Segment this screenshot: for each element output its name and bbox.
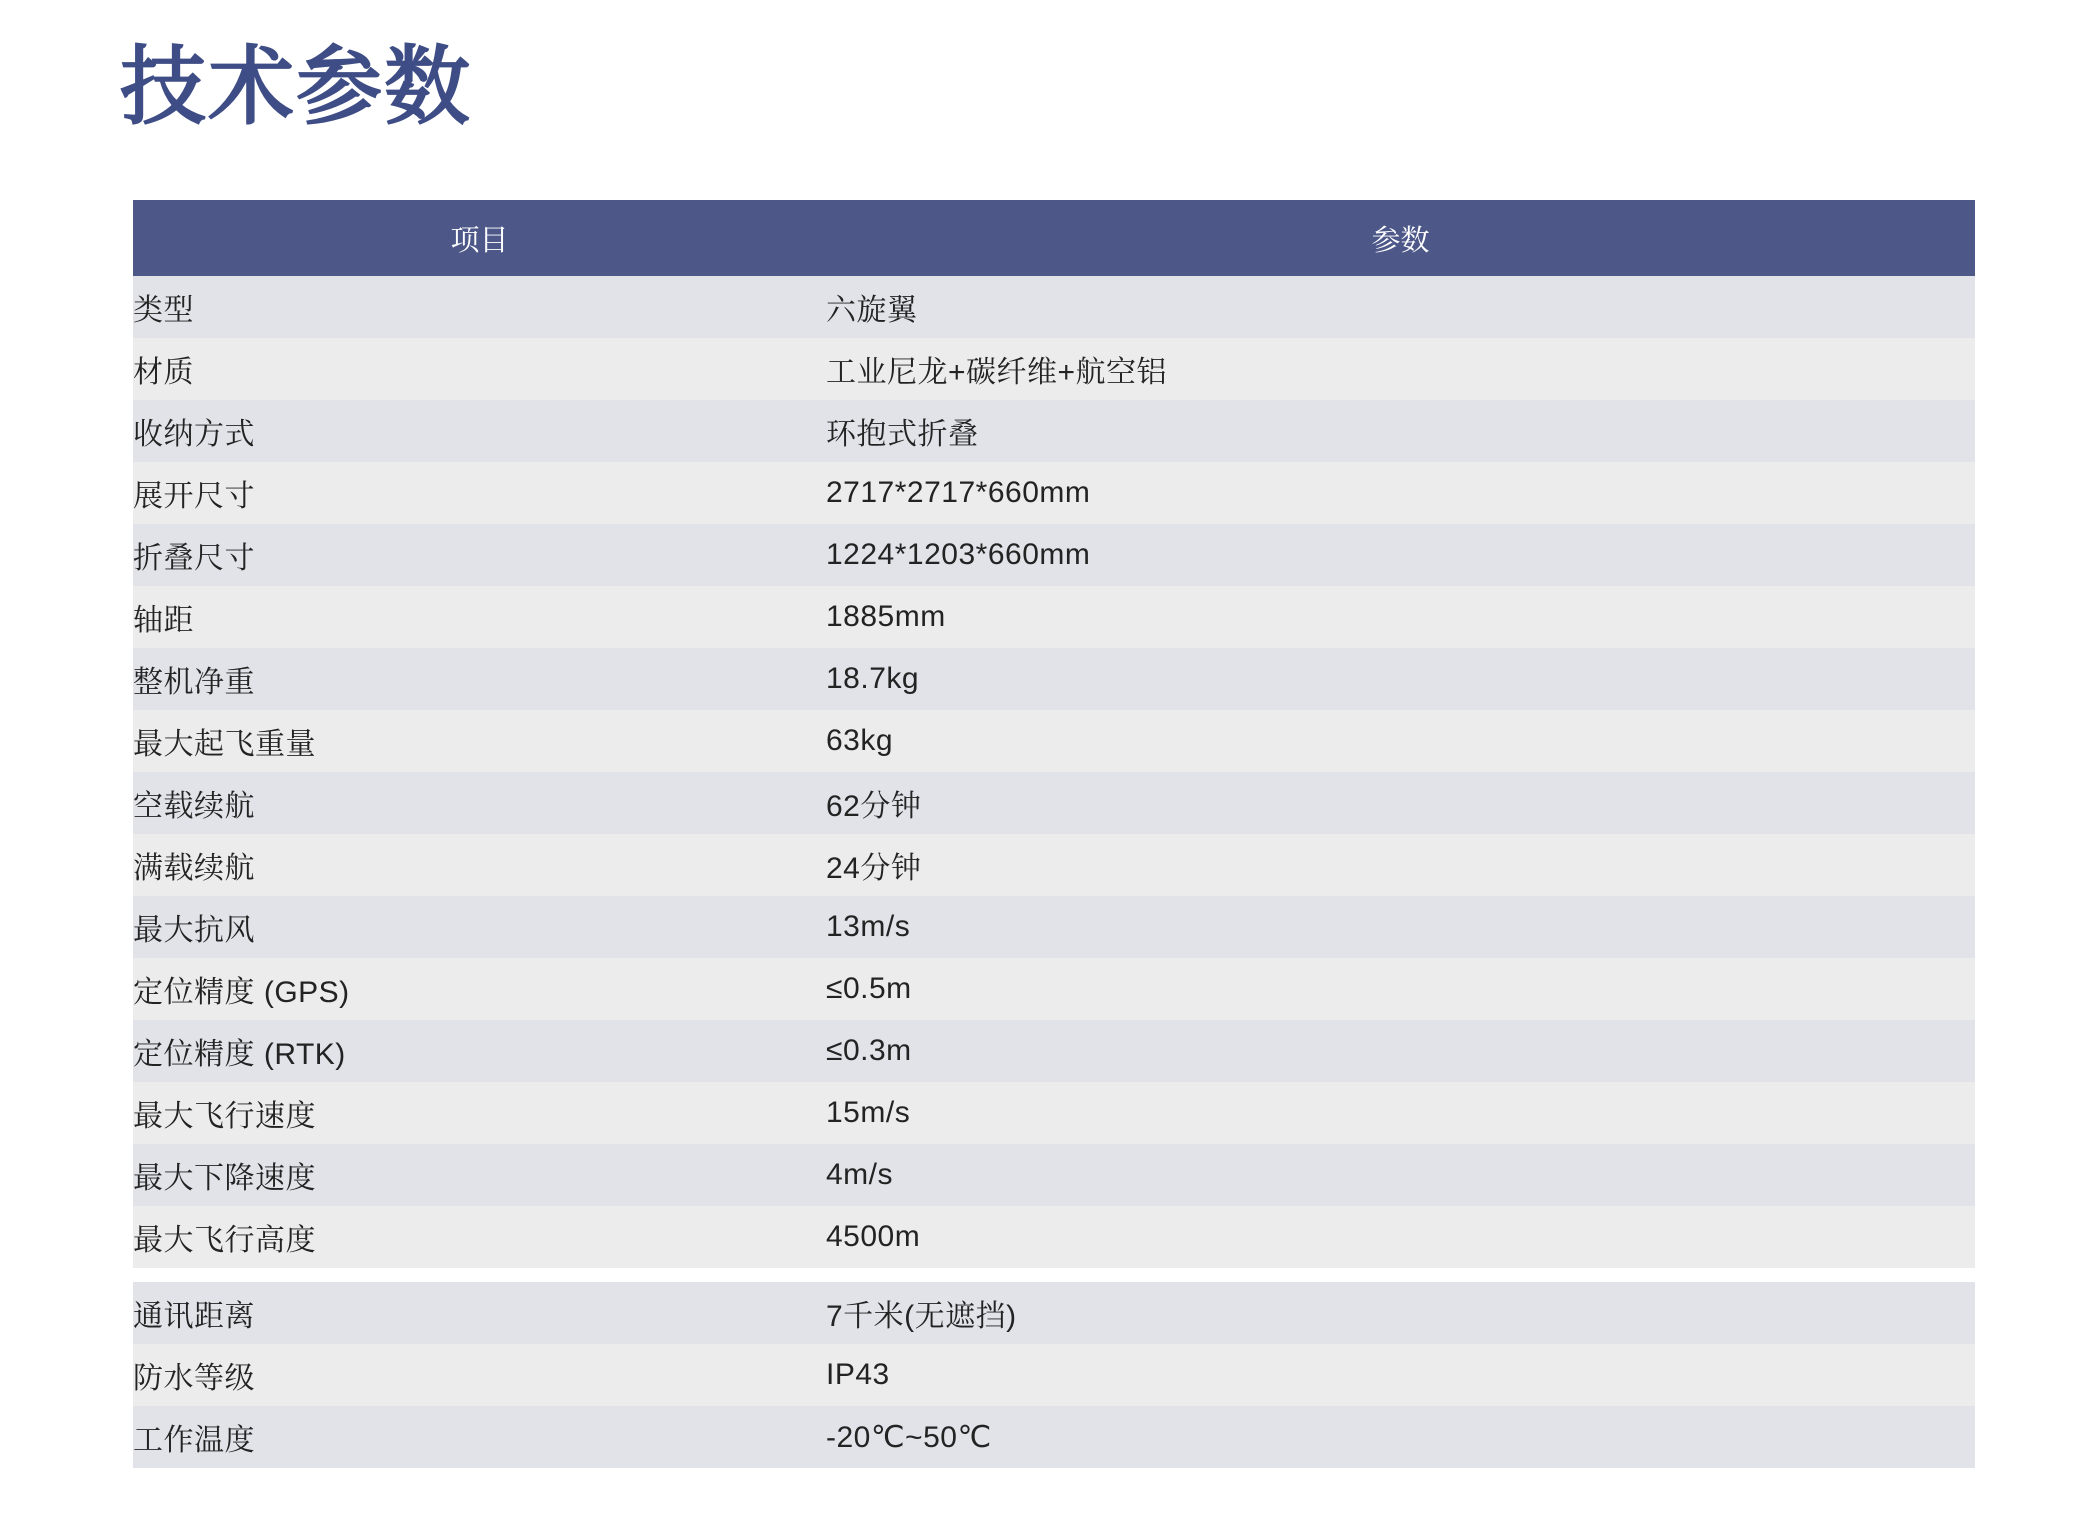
row-item-label: 最大起飞重量 — [133, 710, 826, 772]
row-item-value: 环抱式折叠 — [826, 400, 1975, 462]
row-item-label: 类型 — [133, 276, 826, 338]
row-item-value: 六旋翼 — [826, 276, 1975, 338]
row-item-label: 收纳方式 — [133, 400, 826, 462]
table-row — [133, 1144, 1975, 1206]
table-row — [133, 462, 1975, 524]
row-item-value: ≤0.3m — [826, 1020, 1975, 1082]
row-item-value: 4m/s — [826, 1144, 1975, 1206]
row-item-value: -20℃~50℃ — [826, 1406, 1975, 1468]
row-item-value: 63kg — [826, 710, 1975, 772]
table-row — [133, 648, 1975, 710]
row-item-label: 展开尺寸 — [133, 462, 826, 524]
table-row — [133, 896, 1975, 958]
table-spacer — [133, 1268, 1975, 1282]
row-item-value: 15m/s — [826, 1082, 1975, 1144]
table-row — [133, 276, 1975, 338]
table-row — [133, 338, 1975, 400]
row-item-label: 最大飞行高度 — [133, 1206, 826, 1268]
row-item-label: 防水等级 — [133, 1344, 826, 1406]
table-row — [133, 772, 1975, 834]
row-item-label: 空载续航 — [133, 772, 826, 834]
row-item-value: 18.7kg — [826, 648, 1975, 710]
row-item-label: 满载续航 — [133, 834, 826, 896]
row-item-value: 4500m — [826, 1206, 1975, 1268]
table-row — [133, 710, 1975, 772]
row-item-value: 13m/s — [826, 896, 1975, 958]
table-row — [133, 1206, 1975, 1268]
table-spacer-cell — [133, 1268, 826, 1282]
row-item-label: 最大飞行速度 — [133, 1082, 826, 1144]
table-body — [133, 276, 1975, 1468]
row-item-label: 最大下降速度 — [133, 1144, 826, 1206]
row-item-label: 定位精度 (RTK) — [133, 1020, 826, 1082]
table-row — [133, 1082, 1975, 1144]
table-header — [133, 200, 1975, 276]
table-header-row — [133, 200, 1975, 276]
row-item-label: 通讯距离 — [133, 1282, 826, 1344]
technical-parameters-table — [133, 200, 1975, 1468]
row-item-value: 24分钟 — [826, 834, 1975, 896]
table-row — [133, 958, 1975, 1020]
row-item-value: ≤0.5m — [826, 958, 1975, 1020]
table-row — [133, 1406, 1975, 1468]
row-item-value: 7千米(无遮挡) — [826, 1282, 1975, 1344]
row-item-value: 1224*1203*660mm — [826, 524, 1975, 586]
row-item-label: 整机净重 — [133, 648, 826, 710]
column-header-item: 项目 — [133, 200, 826, 276]
row-item-value: 2717*2717*660mm — [826, 462, 1975, 524]
row-item-label: 定位精度 (GPS) — [133, 958, 826, 1020]
row-item-label: 折叠尺寸 — [133, 524, 826, 586]
table-spacer-cell — [826, 1268, 1975, 1282]
row-item-label: 轴距 — [133, 586, 826, 648]
table-row — [133, 1282, 1975, 1344]
row-item-label: 最大抗风 — [133, 896, 826, 958]
table-row — [133, 1020, 1975, 1082]
table-row — [133, 834, 1975, 896]
table-row — [133, 586, 1975, 648]
row-item-label: 工作温度 — [133, 1406, 826, 1468]
row-item-value: IP43 — [826, 1344, 1975, 1406]
table-row — [133, 1344, 1975, 1406]
row-item-label: 材质 — [133, 338, 826, 400]
column-header-value: 参数 — [826, 200, 1975, 276]
table-row — [133, 524, 1975, 586]
table-row — [133, 400, 1975, 462]
row-item-value: 工业尼龙+碳纤维+航空铝 — [826, 338, 1975, 400]
page-title: 技术参数 — [120, 39, 472, 135]
row-item-value: 62分钟 — [826, 772, 1975, 834]
row-item-value: 1885mm — [826, 586, 1975, 648]
